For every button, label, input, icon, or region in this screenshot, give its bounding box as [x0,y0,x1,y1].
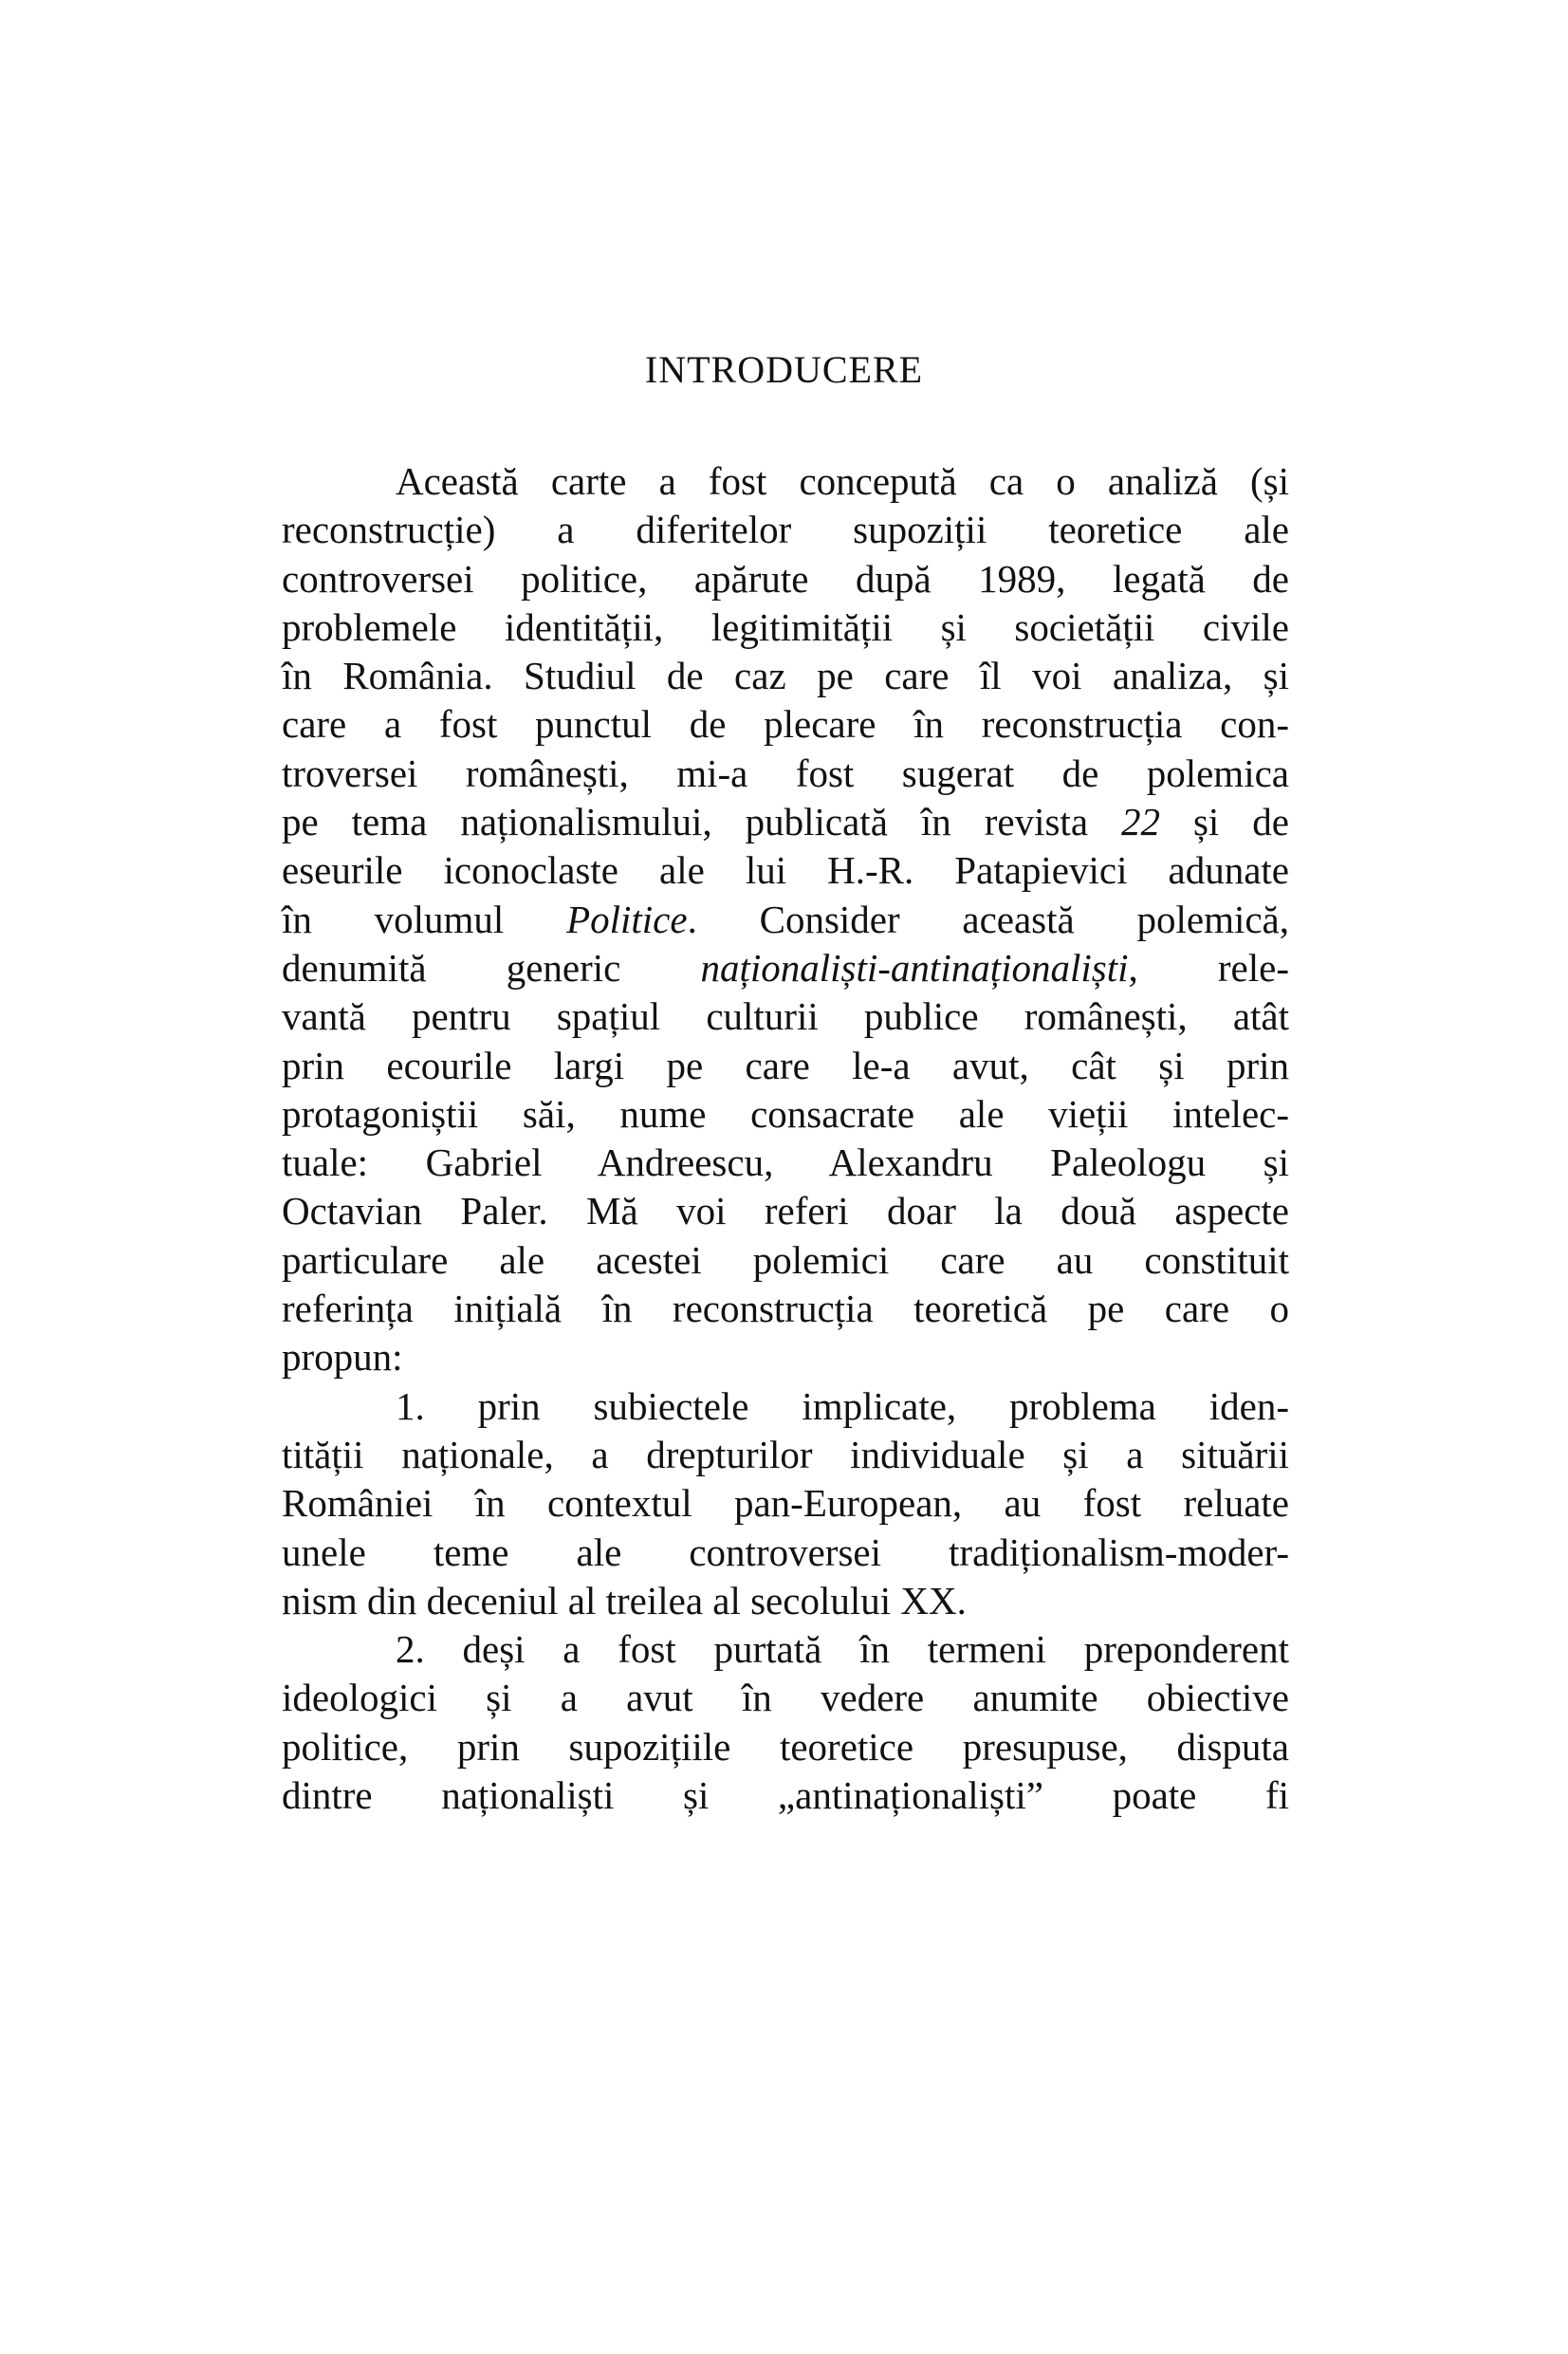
text-segment: 2. deși a fost purtată în termeni preponderent [396,1627,1289,1672]
text-segment: denumită generic [282,945,701,990]
text-line [282,750,1289,798]
text-line [282,1187,1289,1235]
text-segment: politice, prin supozițiile teoretice presupuse, disputa [282,1724,1289,1769]
text-line-content [282,1771,1289,1820]
text-line-content [282,1577,1289,1625]
text-line [282,1382,1289,1431]
text-segment: troversei românești, mi-a fost sugerat de polemica [282,751,1289,795]
text-line-content [282,1723,1289,1771]
text-line-content [282,1285,1289,1333]
text-line-content [282,1187,1289,1235]
text-line [282,555,1289,603]
text-segment: referința inițială în reconstrucția teoretică pe care o [282,1287,1289,1331]
text-segment: prin ecourile largi pe care le-a avut, cât și prin [282,1043,1289,1087]
text-segment: nism din deceniul al treilea al secolului XX. [282,1578,967,1622]
text-line [282,457,1289,506]
text-segment: particulare ale acestei polemici care au constituit [282,1237,1289,1282]
text-line [282,1333,1289,1381]
text-line-content [282,798,1289,846]
text-segment: reconstrucție) a diferitelor supoziții teoretice ale [282,508,1289,552]
text-line-content [282,555,1289,603]
text-line [282,1090,1289,1139]
text-line [282,1042,1289,1090]
text-segment: eseurile iconoclaste ale lui H.-R. Patapievici adunate [282,848,1289,893]
italic-text: Politice [566,897,688,941]
text-segment: Octavian Paler. Mă voi referi doar la două aspecte [282,1189,1289,1233]
text-segment: . Consider această polemică, [687,897,1289,941]
text-line [282,1139,1289,1187]
text-line [282,1236,1289,1285]
text-line [282,944,1289,992]
text-line [282,652,1289,700]
text-line-content [282,992,1289,1041]
text-line-content [282,1479,1289,1528]
text-line-content [396,1625,1289,1674]
text-segment: vantă pentru spațiul culturii publice românești, atât [282,994,1289,1039]
text-segment: problemele identității, legitimității și societății civile [282,604,1289,649]
text-line-content [396,1382,1289,1431]
text-segment: unele teme ale controversei tradiționalism-moder- [282,1529,1289,1574]
text-segment: în volumul [282,897,567,941]
text-segment: tității naționale, a drepturilor individuale și a situării [282,1432,1289,1476]
text-line-content [282,1529,1289,1577]
text-line-content [282,700,1289,749]
text-line-content [282,1090,1289,1139]
text-line-content [282,750,1289,798]
text-line-content [282,1431,1289,1479]
text-line [282,506,1289,554]
text-line [282,1577,1289,1625]
body-text [282,457,1289,1820]
text-segment: care a fost punctul de plecare în reconstrucția con- [282,702,1289,747]
text-line [282,1431,1289,1479]
text-segment: controversei politice, apărute după 1989, legată de [282,556,1289,601]
text-segment: României în contextul pan-European, au fost reluate [282,1481,1289,1526]
italic-text: 22 [1121,800,1160,844]
text-line-content [282,652,1289,700]
text-line [282,846,1289,895]
text-line-content [282,846,1289,895]
text-segment: protagoniștii săi, nume consacrate ale vieții intelec- [282,1091,1289,1136]
text-line [282,992,1289,1041]
text-line [282,603,1289,652]
text-line [282,798,1289,846]
text-segment: propun: [282,1335,403,1380]
text-line-content [282,1139,1289,1187]
chapter-heading: INTRODUCERE [644,348,924,391]
text-line-content [282,1674,1289,1722]
text-segment: Această carte a fost concepută ca o analiză (și [396,459,1289,503]
text-line-content [282,1042,1289,1090]
text-line-content [282,896,1289,944]
text-line [282,1285,1289,1333]
text-line-content [396,457,1289,506]
text-line-content [282,1236,1289,1285]
text-line [282,1479,1289,1528]
text-line-content [282,603,1289,652]
text-line-content [282,506,1289,554]
text-segment: 1. prin subiectele implicate, problema iden- [396,1383,1289,1428]
text-line-content [282,944,1289,992]
text-segment: dintre naționaliști și „antinaționaliști” poate fi [282,1773,1289,1818]
text-line [282,1723,1289,1771]
text-segment: , rele- [1128,945,1289,990]
text-line [282,1674,1289,1722]
text-segment: tuale: Gabriel Andreescu, Alexandru Paleologu și [282,1140,1289,1185]
text-line-content [282,1333,1289,1381]
text-segment: ideologici și a avut în vedere anumite obiective [282,1676,1289,1720]
text-line [282,896,1289,944]
text-line [282,1771,1289,1820]
text-line [282,1625,1289,1674]
text-segment: pe tema naționalismului, publicată în revista [282,800,1121,844]
text-segment: și de [1160,800,1289,844]
text-segment: în România. Studiul de caz pe care îl voi analiza, și [282,654,1289,698]
text-line [282,700,1289,749]
text-line [282,1529,1289,1577]
italic-text: naționaliști-antinaționaliști [700,945,1129,990]
